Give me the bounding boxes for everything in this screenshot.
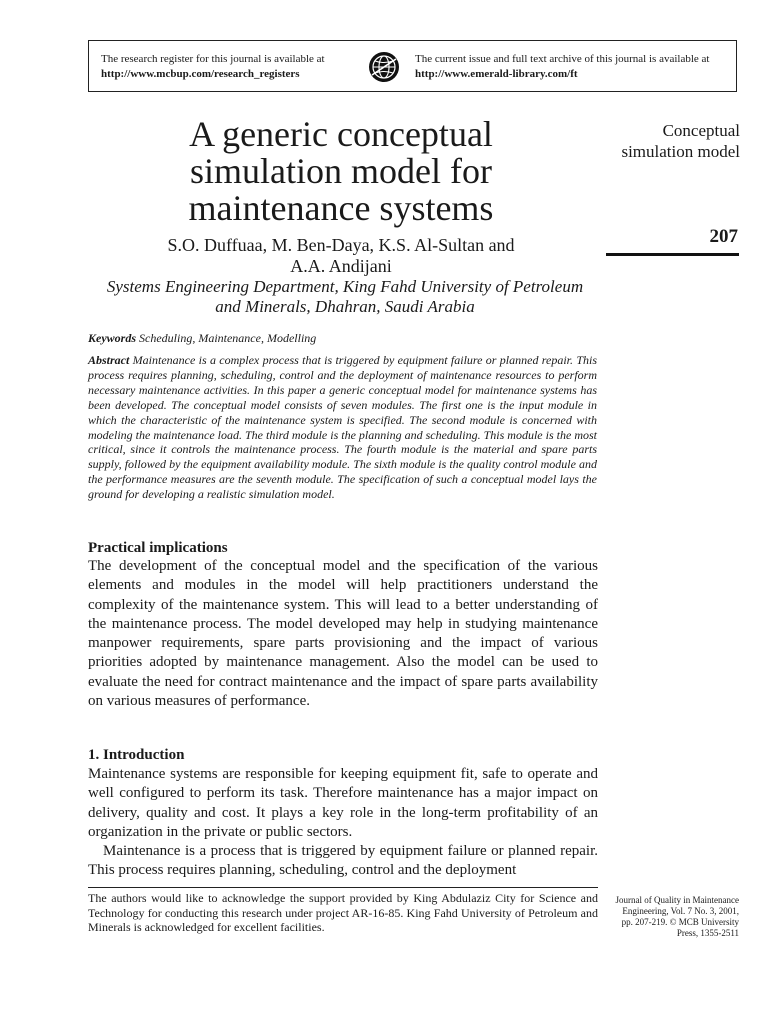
journal-register-box	[88, 40, 737, 92]
citation-line: pp. 207-219. © MCB University	[621, 917, 739, 927]
author-affiliation	[80, 277, 610, 317]
title-line: A generic conceptual	[189, 114, 493, 154]
affiliation-line: Systems Engineering Department, King Fahd University of Petroleum	[106, 277, 584, 296]
abstract-text: Maintenance is a complex process that is triggered by equipment failure or planned repair. This process requires planning, scheduling, control and the deployment of maintenance resources to perform necessary maintenance activities. In this paper a generic conceptual model for maintenance systems has been developed. The conceptual model consists of seven modules. The first one is the input module in which the characteristic of the maintenance system is specified. The second module is concerned with modeling the maintenance load. The third module is the planning and scheduling. This module is the most critical, since it controls the maintenance process. The fourth module is the material and spare parts supply, followed by the equipment availability module. The sixth module is the quality control module and the performance measures are the seventh module. The specification of such a conceptual model lays the ground for developing a realistic simulation model.	[88, 353, 598, 502]
full-text-archive-url[interactable]: http://www.emerald-library.com/ft	[415, 68, 578, 80]
research-register-text: The research register for this journal is available at	[101, 53, 325, 65]
title-line: simulation model for	[190, 151, 492, 191]
author-line: S.O. Duffuaa, M. Ben-Daya, K.S. Al-Sultan and	[167, 235, 515, 255]
introduction-paragraph: Maintenance systems are responsible for keeping equipment fit, safe to operate and well configured to perform its task. Therefore maintenance has a major impact on delivery, quality and cost. It plays a key role in the long-term profitability of an organization in the private or public sectors.	[88, 766, 598, 840]
running-title	[600, 120, 740, 162]
keywords-text: Scheduling, Maintenance, Modelling	[139, 331, 317, 345]
keywords	[88, 331, 598, 346]
full-text-archive-text: The current issue and full text archive of this journal is available at	[415, 53, 710, 65]
author-list	[104, 235, 578, 277]
author-line: A.A. Andijani	[290, 256, 392, 276]
research-register-url[interactable]: http://www.mcbup.com/research_registers	[101, 68, 300, 80]
running-title-line: Conceptual	[662, 121, 740, 140]
globe-logo-icon	[368, 51, 400, 83]
paper-title	[120, 116, 562, 227]
journal-citation	[604, 895, 739, 939]
page-number-rule	[606, 253, 739, 256]
introduction-heading: 1. Introduction	[88, 747, 185, 763]
acknowledgement-footnote: The authors would like to acknowledge the support provided by King Abdulaziz City for Science and Technology for conducting this research under project AR-16-85. King Fahd University of Petroleum and Minerals is acknowledged for excellent facilities.	[88, 891, 598, 934]
introduction-text	[88, 765, 598, 881]
introduction-paragraph: Maintenance is a process that is triggered by equipment failure or planned repair. This process requires planning, scheduling, control and the deployment	[88, 843, 598, 879]
footnote-rule	[88, 887, 598, 888]
research-register-notice	[101, 52, 361, 82]
keywords-label: Keywords	[88, 331, 136, 345]
affiliation-line: and Minerals, Dhahran, Saudi Arabia	[215, 297, 475, 316]
practical-implications-text: The development of the conceptual model and the specification of the various elements and modules in the model will help practitioners understand the complexity of the maintenance system. This will lead to a better understanding of the maintenance process. The model developed may help in studying maintenance manpower requirements, spare parts provisioning and the impact of various priorities adopted by maintenance management. Also the model can be used to evaluate the need for contract maintenance and the impact of spare parts availability on various measures of performance.	[88, 558, 598, 710]
abstract-label: Abstract	[88, 353, 130, 367]
abstract	[88, 353, 597, 502]
citation-line: Press, 1355-2511	[676, 928, 739, 938]
running-title-line: simulation model	[621, 142, 740, 161]
full-text-archive-notice	[415, 52, 735, 82]
practical-implications-heading: Practical implications	[88, 540, 228, 556]
citation-line: Journal of Quality in Maintenance	[615, 895, 739, 905]
page-number: 207	[709, 226, 738, 247]
title-line: maintenance systems	[188, 188, 494, 228]
citation-line: Engineering, Vol. 7 No. 3, 2001,	[622, 906, 739, 916]
